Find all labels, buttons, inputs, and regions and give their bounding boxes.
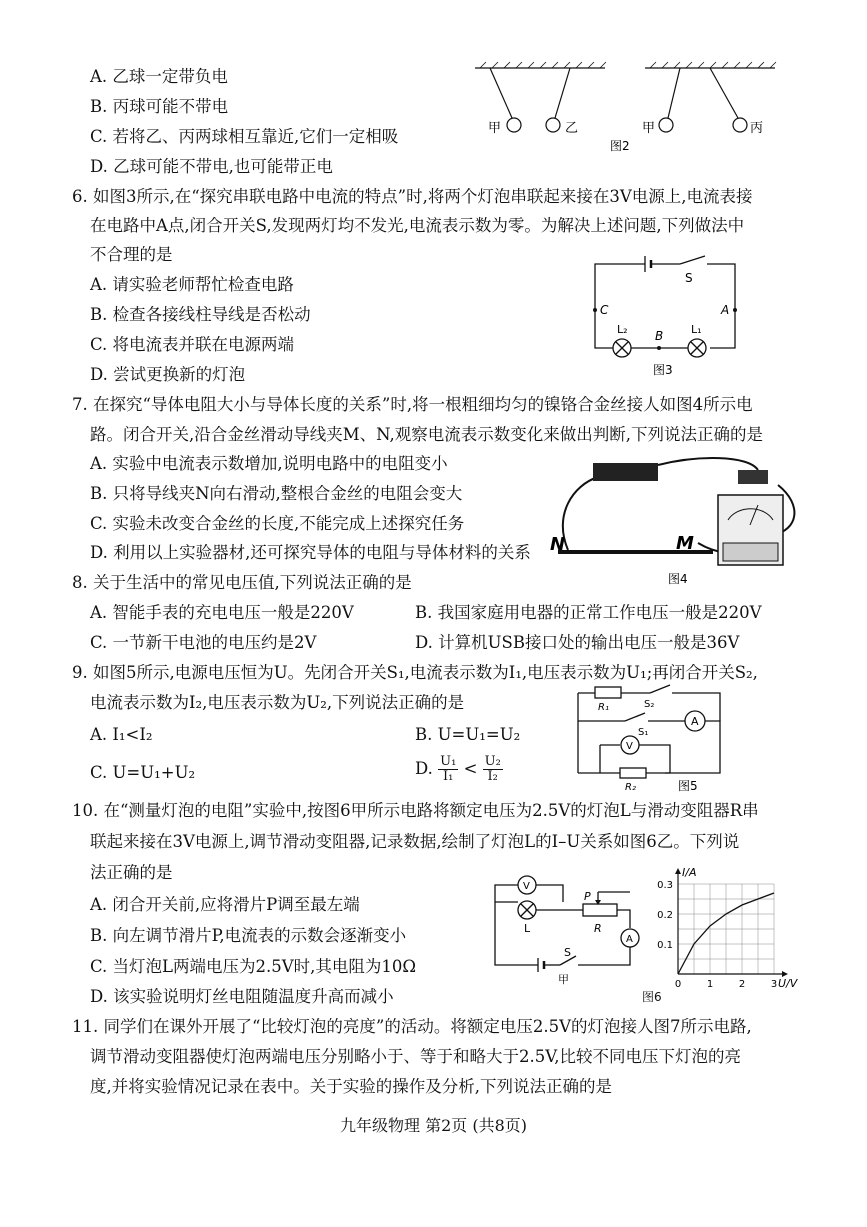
fig3-label-l2: L₂ <box>617 323 628 336</box>
q9-frac1-numerator: U₁ <box>440 754 457 769</box>
fig2-caption: 图2 <box>610 139 630 153</box>
x-tick-label: 0 <box>674 979 682 990</box>
q9-option-a: A. I₁<I₂ <box>90 725 153 744</box>
y-tick-label: 0.1 <box>657 940 673 951</box>
q9-option-b: B. U=U₁=U₂ <box>415 725 521 744</box>
x-tick-label: 2 <box>738 979 746 990</box>
q9-frac2-denominator: I₂ <box>487 769 498 784</box>
y-tick-label: 0.3 <box>657 880 673 891</box>
q11-stem-line-1: 11. 同学们在课外开展了“比较灯泡的亮度”的活动。将额定电压2.5V的灯泡接人图7所示电路, <box>72 1017 752 1036</box>
q10-option-a: A. 闭合开关前,应将滑片P调至最左端 <box>90 895 360 914</box>
q9-frac2-numerator: U₂ <box>484 754 501 769</box>
figure-5-circuit <box>570 683 735 793</box>
fig6-label-l: L <box>524 922 531 935</box>
q9-option-d <box>415 752 503 786</box>
q5-option-c: C. 若将乙、丙两球相互靠近,它们一定相吸 <box>90 127 399 146</box>
fig4-label-m: M <box>676 533 694 554</box>
q9-fraction-1 <box>438 755 458 784</box>
q10-stem-line-2: 联起来接在3V电源上,调节滑动变阻器,记录数据,绘制了灯泡L的I–U关系如图6乙。下列说 <box>90 832 740 851</box>
figure-6b-iu-chart <box>650 862 800 1007</box>
q7-option-b: B. 只将导线夹N向右滑动,整根合金丝的电阻会变大 <box>90 484 463 503</box>
y-axis-arrow <box>675 868 681 874</box>
fig3-label-l1: L₁ <box>691 323 702 336</box>
q6-option-d: D. 尝试更换新的灯泡 <box>90 365 246 384</box>
q7-stem-line-1: 7. 在探究“导体电阻大小与导体长度的关系”时,将一根粗细均匀的镍铬合金丝接人如图4所示电 <box>72 395 753 414</box>
figure-2-pendulums <box>470 60 780 155</box>
page-footer: 九年级物理 第2页 (共8页) <box>339 1116 528 1135</box>
q5-option-a: A. 乙球一定带负电 <box>90 67 228 86</box>
q9-option-d-prefix: D. <box>415 759 433 778</box>
y-axis-label: I/A <box>682 866 697 879</box>
fig5-caption: 图5 <box>678 779 698 793</box>
fig3-label-b: B <box>655 329 664 343</box>
q9-comparison: < <box>463 759 478 778</box>
fig6-caption: 图6 <box>642 990 662 1004</box>
q10-option-c: C. 当灯泡L两端电压为2.5V时,其电阻为10Ω <box>90 957 417 976</box>
q10-option-b: B. 向左调节滑片P,电流表的示数会逐渐变小 <box>90 926 407 945</box>
q10-option-d: D. 该实验说明灯丝电阻随温度升高而减小 <box>90 987 394 1006</box>
fig6-label-p: P <box>584 890 591 903</box>
fig6-label-s: S <box>564 946 571 959</box>
q9-stem-line-1: 9. 如图5所示,电源电压恒为U。先闭合开关S₁,电流表示数为I₁,电压表示数为U₁;再闭合开关S₂, <box>72 663 758 682</box>
x-tick-label: 1 <box>706 979 714 990</box>
q7-option-d: D. 利用以上实验器材,还可探究导体的电阻与导体材料的关系 <box>90 543 531 562</box>
fig2-label-yi: 乙 <box>565 121 579 136</box>
fig3-label-s: S <box>685 271 693 285</box>
q5-option-d: D. 乙球可能不带电,也可能带正电 <box>90 157 333 176</box>
q8-stem: 8. 关于生活中的常见电压值,下列说法正确的是 <box>72 573 412 592</box>
q6-option-c: C. 将电流表并联在电源两端 <box>90 335 295 354</box>
fig5-ammeter-label: A <box>691 715 699 728</box>
x-axis-label: U/V <box>778 977 798 990</box>
q7-stem-line-2: 路。闭合开关,沿合金丝滑动导线夹M、N,观察电流表示数变化来做出判断,下列说法正确的是 <box>90 425 764 444</box>
fig4-label-n: N <box>550 534 566 555</box>
fig2-label-bing: 丙 <box>750 121 764 136</box>
fig6-ammeter-label: A <box>626 934 633 945</box>
fig3-label-a: A <box>721 303 730 317</box>
q6-stem-line-2: 在电路中A点,闭合开关S,发现两灯均不发光,电流表示数为零。为解决上述问题,下列做法中 <box>90 216 745 235</box>
fig6-voltmeter-label: V <box>523 881 530 892</box>
q11-stem-line-2: 调节滑动变阻器使灯泡两端电压分别略小于、等于和略大于2.5V,比较不同电压下灯泡的亮 <box>90 1047 742 1066</box>
fig3-label-c: C <box>600 303 609 317</box>
q8-option-a: A. 智能手表的充电电压一般是220V <box>90 603 354 622</box>
q6-stem-line-1: 6. 如图3所示,在“探究串联电路中电流的特点”时,将两个灯泡串联起来接在3V电源上,电流表接 <box>72 187 753 206</box>
q5-option-b: B. 丙球可能不带电 <box>90 97 229 116</box>
q7-option-a: A. 实验中电流表示数增加,说明电路中的电阻变小 <box>90 454 448 473</box>
switch-icon <box>738 470 768 484</box>
fig5-label-s1: S₁ <box>638 727 649 738</box>
q6-option-a: A. 请实验老师帮忙检查电路 <box>90 275 294 294</box>
fig4-caption: 图4 <box>668 572 688 586</box>
q10-stem-line-1: 10. 在“测量灯泡的电阻”实验中,按图6甲所示电路将额定电压为2.5V的灯泡L与滑动变阻器R串 <box>72 801 759 820</box>
fig2-label-jia-2: 甲 <box>642 121 656 136</box>
fig5-voltmeter-label: V <box>626 741 633 752</box>
fig3-caption: 图3 <box>653 363 673 377</box>
figure-3-series-circuit <box>585 252 745 377</box>
q6-stem-line-3: 不合理的是 <box>90 245 173 264</box>
fig6-label-jia: 甲 <box>558 973 569 985</box>
q8-option-c: C. 一节新干电池的电压约是2V <box>90 633 317 652</box>
q9-option-c: C. U=U₁+U₂ <box>90 763 196 782</box>
q6-option-b: B. 检查各接线柱导线是否松动 <box>90 305 311 324</box>
y-tick-label: 0.2 <box>657 910 673 921</box>
q11-stem-line-3: 度,并将实验情况记录在表中。关于实验的操作及分析,下列说法正确的是 <box>90 1077 612 1096</box>
q8-option-b: B. 我国家庭用电器的正常工作电压一般是220V <box>415 603 762 622</box>
q7-option-c: C. 实验未改变合金丝的长度,不能完成上述探究任务 <box>90 514 465 533</box>
battery-box <box>593 463 658 481</box>
figure-4-alloy-wire-circuit <box>548 455 798 590</box>
x-tick-label: 3 <box>770 979 778 990</box>
fig2-label-jia-1: 甲 <box>488 121 502 136</box>
q9-stem-line-2: 电流表示数为I₂,电压表示数为U₂,下列说法正确的是 <box>90 693 465 712</box>
q9-fraction-2 <box>483 755 503 784</box>
q10-stem-line-3: 法正确的是 <box>90 863 173 882</box>
fig5-label-s2: S₂ <box>644 699 655 710</box>
fig5-label-r1: R₁ <box>598 702 609 713</box>
figure-6a-circuit <box>488 870 658 985</box>
fig6-label-r: R <box>594 922 602 935</box>
q8-option-d: D. 计算机USB接口处的输出电压一般是36V <box>415 633 740 652</box>
fig5-label-r2: R₂ <box>625 782 636 793</box>
q9-frac1-denominator: I₁ <box>443 769 454 784</box>
